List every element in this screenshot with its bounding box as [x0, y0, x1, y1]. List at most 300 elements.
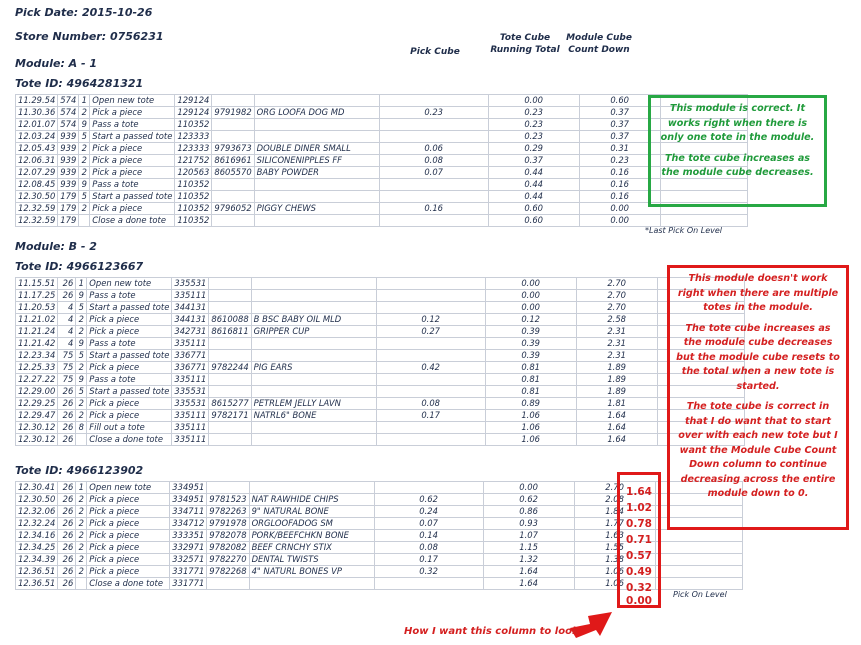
table-cell: [207, 482, 249, 494]
table-cell: 1.89: [576, 386, 657, 398]
table-cell: 9782082: [207, 542, 249, 554]
table-cell: 939: [58, 155, 79, 167]
table-cell: 2.31: [576, 338, 657, 350]
table-cell: 12.32.59: [16, 215, 58, 227]
table-cell: 11.21.42: [16, 338, 58, 350]
tote-b2-label-2: Tote ID: 4966123902: [15, 464, 144, 477]
table-cell: 12.32.06: [16, 506, 58, 518]
table-cell: 26: [58, 386, 76, 398]
table-row: [16, 434, 745, 446]
table-cell: 0.08: [376, 398, 485, 410]
desired-value: 1.64: [626, 486, 652, 498]
table-cell: 8616811: [209, 326, 251, 338]
table-cell: 179: [58, 203, 79, 215]
table-cell: 26: [58, 398, 76, 410]
table-cell: 2: [76, 566, 87, 578]
table-cell: 335111: [172, 434, 209, 446]
table-cell: 0.31: [579, 143, 660, 155]
table-cell: 0.07: [374, 518, 483, 530]
table-cell: 110352: [175, 179, 212, 191]
table-cell: 12.34.16: [16, 530, 58, 542]
table-cell: 110352: [175, 119, 212, 131]
table-cell: 0.23: [379, 107, 488, 119]
table-cell: SILICONENIPPLES FF: [254, 155, 379, 167]
table-cell: [379, 131, 488, 143]
table-cell: 5: [79, 131, 90, 143]
table-cell: 5: [76, 386, 87, 398]
table-cell: 12.25.33: [16, 362, 58, 374]
table-cell: [376, 350, 485, 362]
table-cell: 939: [58, 167, 79, 179]
table-cell: 5: [76, 350, 87, 362]
red-note-para2: The tote cube increases as the module cube decreases but the module cube resets to the total when a new tote is started.: [676, 322, 840, 392]
table-cell: 0.81: [485, 362, 576, 374]
module-a1-label: Module: A - 1: [15, 57, 98, 70]
table-cell: 0.39: [485, 326, 576, 338]
table-cell: 574: [58, 107, 79, 119]
table-cell: 335111: [172, 374, 209, 386]
table-cell: Pick a piece: [87, 410, 172, 422]
table-cell: 1.64: [576, 434, 657, 446]
table-cell: 2.70: [574, 482, 655, 494]
table-cell: 2: [76, 398, 87, 410]
table-cell: Fill out a tote: [87, 422, 172, 434]
table-cell: 0.00: [579, 215, 660, 227]
table-cell: [376, 302, 485, 314]
table-cell: [254, 131, 379, 143]
table-cell: [655, 566, 742, 578]
tote-table-b2-1: [15, 277, 745, 446]
table-cell: 123333: [175, 131, 212, 143]
table-cell: 5: [79, 191, 90, 203]
table-cell: 2: [76, 410, 87, 422]
table-cell: 110352: [175, 215, 212, 227]
table-cell: 9: [76, 290, 87, 302]
red-note-para1: This module doesn't work right when there are multiple totes in the module.: [677, 273, 839, 313]
table-cell: 0.07: [379, 167, 488, 179]
table-cell: 0.81: [485, 374, 576, 386]
table-cell: 332971: [170, 542, 207, 554]
tote-table-a1: [15, 94, 748, 227]
table-cell: 335531: [172, 398, 209, 410]
table-cell: BEEF CRNCHY STIX: [249, 542, 374, 554]
table-cell: [254, 191, 379, 203]
table-cell: 1.38: [574, 554, 655, 566]
table-cell: Open new tote: [87, 278, 172, 290]
table-cell: [379, 191, 488, 203]
table-cell: [251, 278, 376, 290]
table-cell: 9782268: [207, 566, 249, 578]
table-cell: [209, 290, 251, 302]
table-cell: 4: [58, 338, 76, 350]
table-cell: 26: [58, 278, 76, 290]
table-cell: Pick a piece: [87, 554, 170, 566]
table-cell: Start a passed tote: [87, 386, 172, 398]
tote-a1-label: Tote ID: 4964281321: [15, 77, 144, 90]
tote-cube-header-line2: Running Total: [490, 45, 560, 55]
table-cell: 26: [58, 530, 76, 542]
table-cell: 2: [79, 143, 90, 155]
table-cell: Close a done tote: [87, 434, 172, 446]
table-cell: BABY POWDER: [254, 167, 379, 179]
table-cell: 0.27: [376, 326, 485, 338]
pick-date: Pick Date: 2015-10-26: [15, 6, 153, 19]
table-row: [16, 203, 748, 215]
table-cell: 2: [79, 107, 90, 119]
red-note-para3: The tote cube is correct in that I do want that to start over with each new tote but I want the Module Cube Count Down column to continue decreasing across the entire module down to 0.: [678, 401, 838, 499]
table-cell: 335111: [172, 422, 209, 434]
table-cell: [209, 386, 251, 398]
table-cell: 12.29.47: [16, 410, 58, 422]
table-cell: 9793673: [212, 143, 254, 155]
table-cell: 12.34.39: [16, 554, 58, 566]
table-cell: 12.23.34: [16, 350, 58, 362]
table-cell: 12.30.12: [16, 434, 58, 446]
table-cell: 2: [76, 314, 87, 326]
table-cell: PIGGY CHEWS: [254, 203, 379, 215]
table-cell: 0.23: [488, 107, 579, 119]
table-row: [16, 167, 748, 179]
table-cell: Pick a piece: [87, 530, 170, 542]
table-cell: [254, 119, 379, 131]
desired-value: 0.78: [626, 518, 652, 530]
red-note-box: [667, 265, 849, 530]
table-cell: 2.70: [576, 278, 657, 290]
table-cell: 0.60: [488, 215, 579, 227]
tote-cube-header: [488, 32, 562, 56]
table-cell: 12.30.41: [16, 482, 58, 494]
table-cell: 0.60: [579, 95, 660, 107]
table-cell: 75: [58, 362, 76, 374]
table-cell: 2.31: [576, 350, 657, 362]
table-cell: [655, 542, 742, 554]
table-row: [16, 131, 748, 143]
table-cell: 334951: [170, 482, 207, 494]
table-cell: 1.64: [483, 578, 574, 590]
table-cell: Pass a tote: [90, 179, 175, 191]
table-cell: [251, 302, 376, 314]
table-cell: [251, 422, 376, 434]
table-cell: 0.86: [483, 506, 574, 518]
table-cell: B BSC BABY OIL MLD: [251, 314, 376, 326]
table-cell: [209, 434, 251, 446]
table-cell: 2: [76, 326, 87, 338]
table-row: [16, 95, 748, 107]
table-cell: 8610088: [209, 314, 251, 326]
table-cell: Pick a piece: [87, 506, 170, 518]
table-cell: 179: [58, 191, 79, 203]
table-cell: 574: [58, 119, 79, 131]
table-cell: 8605570: [212, 167, 254, 179]
table-cell: 0.60: [488, 203, 579, 215]
table-cell: [655, 530, 742, 542]
table-cell: 12.30.12: [16, 422, 58, 434]
table-cell: 333351: [170, 530, 207, 542]
table-cell: 12.07.29: [16, 167, 58, 179]
table-cell: [655, 554, 742, 566]
table-row: [16, 302, 745, 314]
table-cell: Pick a piece: [87, 542, 170, 554]
table-cell: 332571: [170, 554, 207, 566]
table-cell: [251, 338, 376, 350]
table-cell: 26: [58, 566, 76, 578]
table-cell: 1.89: [576, 374, 657, 386]
table-cell: Pick a piece: [87, 566, 170, 578]
table-cell: 9: [79, 179, 90, 191]
table-cell: [212, 191, 254, 203]
table-cell: Pick a piece: [87, 518, 170, 530]
table-cell: GRIPPER CUP: [251, 326, 376, 338]
table-cell: 0.08: [379, 155, 488, 167]
last-pick-note-a: *Last Pick On Level: [645, 226, 722, 235]
table-cell: [251, 434, 376, 446]
table-cell: 1: [76, 278, 87, 290]
table-cell: [76, 434, 87, 446]
table-cell: Close a done tote: [87, 578, 170, 590]
table-cell: 12.03.24: [16, 131, 58, 143]
table-cell: Pass a tote: [87, 338, 172, 350]
table-row: [16, 338, 745, 350]
table-cell: 2: [76, 554, 87, 566]
table-cell: [209, 422, 251, 434]
table-cell: [376, 422, 485, 434]
table-cell: 12.27.22: [16, 374, 58, 386]
table-cell: 12.30.50: [16, 191, 58, 203]
table-cell: 0.12: [376, 314, 485, 326]
table-cell: Start a passed tote: [87, 350, 172, 362]
table-cell: 110352: [175, 191, 212, 203]
table-cell: 2.58: [576, 314, 657, 326]
table-cell: 12.34.25: [16, 542, 58, 554]
table-row: [16, 290, 745, 302]
table-cell: 12.06.31: [16, 155, 58, 167]
table-cell: 0.23: [488, 131, 579, 143]
module-cube-header-line2: Count Down: [568, 45, 630, 55]
table-cell: 0.17: [374, 554, 483, 566]
table-cell: [251, 350, 376, 362]
table-cell: 123333: [175, 143, 212, 155]
table-cell: 0.44: [488, 179, 579, 191]
table-cell: 1.77: [574, 518, 655, 530]
table-cell: 939: [58, 143, 79, 155]
table-cell: Pick a piece: [87, 326, 172, 338]
table-cell: 2.70: [576, 290, 657, 302]
tote-cube-header-line1: Tote Cube: [499, 33, 551, 43]
table-cell: 26: [58, 554, 76, 566]
table-cell: 11.29.54: [16, 95, 58, 107]
table-cell: PORK/BEEFCHKN BONE: [249, 530, 374, 542]
table-cell: 12.32.59: [16, 203, 58, 215]
table-row: [16, 362, 745, 374]
table-cell: 0.89: [485, 398, 576, 410]
table-cell: 8615277: [209, 398, 251, 410]
table-row: [16, 350, 745, 362]
table-cell: 9: [76, 374, 87, 386]
table-cell: 9782078: [207, 530, 249, 542]
table-cell: Pick a piece: [87, 314, 172, 326]
table-cell: 0.39: [485, 338, 576, 350]
table-cell: 1.06: [485, 422, 576, 434]
table-cell: 9" NATURAL BONE: [249, 506, 374, 518]
table-cell: 1.06: [485, 410, 576, 422]
table-cell: Pick a piece: [87, 398, 172, 410]
table-cell: 4: [58, 314, 76, 326]
table-cell: 0.37: [488, 155, 579, 167]
table-cell: 0.32: [374, 566, 483, 578]
table-cell: 1: [79, 95, 90, 107]
table-cell: [251, 386, 376, 398]
table-cell: [254, 215, 379, 227]
table-row: [16, 422, 745, 434]
table-cell: 9782270: [207, 554, 249, 566]
table-cell: 4" NATURL BONES VP: [249, 566, 374, 578]
table-cell: 110352: [175, 203, 212, 215]
pick-cube-header: Pick Cube: [410, 47, 460, 57]
table-cell: 12.01.07: [16, 119, 58, 131]
table-cell: 9791978: [207, 518, 249, 530]
table-cell: 26: [58, 410, 76, 422]
table-cell: 2: [79, 167, 90, 179]
table-cell: 0.23: [579, 155, 660, 167]
table-cell: 26: [58, 518, 76, 530]
table-cell: 8616961: [212, 155, 254, 167]
table-cell: [379, 119, 488, 131]
table-cell: ORG LOOFA DOG MD: [254, 107, 379, 119]
table-cell: [212, 179, 254, 191]
table-cell: 0.44: [488, 167, 579, 179]
table-cell: Pick a piece: [87, 362, 172, 374]
green-note-para1: This module is correct. It works right when there is only one tote in the module.: [660, 103, 815, 143]
table-cell: 2: [76, 530, 87, 542]
table-cell: 0.44: [488, 191, 579, 203]
table-cell: 335531: [172, 386, 209, 398]
table-cell: 26: [58, 434, 76, 446]
table-cell: Pass a tote: [87, 374, 172, 386]
table-cell: Open new tote: [87, 482, 170, 494]
table-cell: [212, 95, 254, 107]
table-cell: 0.29: [488, 143, 579, 155]
table-cell: Pick a piece: [90, 155, 175, 167]
table-cell: 12.36.51: [16, 578, 58, 590]
table-cell: 26: [58, 482, 76, 494]
table-row: [16, 374, 745, 386]
table-cell: [251, 290, 376, 302]
table-cell: 1.32: [483, 554, 574, 566]
table-cell: 336771: [172, 350, 209, 362]
table-cell: 574: [58, 95, 79, 107]
table-cell: 11.17.25: [16, 290, 58, 302]
last-pick-note-b: Pick On Level: [673, 590, 727, 599]
table-cell: 2.70: [576, 302, 657, 314]
table-row: [16, 143, 748, 155]
table-cell: Pass a tote: [87, 290, 172, 302]
table-cell: 26: [58, 578, 76, 590]
table-cell: 12.30.50: [16, 494, 58, 506]
table-cell: [660, 215, 747, 227]
table-cell: Start a passed tote: [87, 302, 172, 314]
table-cell: 344131: [172, 314, 209, 326]
table-cell: Pick a piece: [90, 167, 175, 179]
table-cell: 1: [76, 482, 87, 494]
table-cell: 12.32.24: [16, 518, 58, 530]
table-cell: 0.62: [374, 494, 483, 506]
table-cell: DOUBLE DINER SMALL: [254, 143, 379, 155]
table-cell: 0.08: [374, 542, 483, 554]
table-cell: 0.81: [485, 386, 576, 398]
table-cell: 9782263: [207, 506, 249, 518]
table-cell: 2: [76, 518, 87, 530]
table-cell: DENTAL TWISTS: [249, 554, 374, 566]
table-cell: Open new tote: [90, 95, 175, 107]
table-cell: [376, 338, 485, 350]
table-row: [16, 314, 745, 326]
table-cell: 336771: [172, 362, 209, 374]
table-cell: 12.29.00: [16, 386, 58, 398]
table-cell: 344131: [172, 302, 209, 314]
table-cell: 0.00: [485, 278, 576, 290]
table-cell: PETRLEM JELLY LAVN: [251, 398, 376, 410]
desired-value: 0.32: [626, 582, 652, 594]
table-cell: 11.21.02: [16, 314, 58, 326]
green-note-box: [648, 95, 827, 207]
table-cell: [254, 95, 379, 107]
table-cell: 0.16: [379, 203, 488, 215]
table-cell: [376, 290, 485, 302]
table-cell: [379, 215, 488, 227]
table-row: [16, 215, 748, 227]
table-cell: 1.89: [576, 362, 657, 374]
table-cell: [212, 215, 254, 227]
table-cell: 1.06: [574, 566, 655, 578]
table-cell: 8: [76, 422, 87, 434]
table-cell: 2.31: [576, 326, 657, 338]
table-cell: 75: [58, 350, 76, 362]
table-cell: 26: [58, 506, 76, 518]
table-cell: 26: [58, 290, 76, 302]
table-cell: 0.12: [485, 314, 576, 326]
table-row: [16, 386, 745, 398]
table-cell: [209, 350, 251, 362]
table-cell: [374, 578, 483, 590]
table-cell: 334711: [170, 506, 207, 518]
table-cell: 334951: [170, 494, 207, 506]
table-cell: 0.00: [488, 95, 579, 107]
table-cell: 2: [76, 362, 87, 374]
table-cell: 335531: [172, 278, 209, 290]
table-cell: Pick a piece: [90, 203, 175, 215]
table-cell: [207, 578, 249, 590]
table-cell: 26: [58, 542, 76, 554]
table-cell: [376, 374, 485, 386]
table-cell: 0.42: [376, 362, 485, 374]
desired-column-box: [617, 472, 661, 608]
table-row: [16, 398, 745, 410]
table-cell: 2: [76, 542, 87, 554]
table-cell: Pass a tote: [90, 119, 175, 131]
table-cell: NAT RAWHIDE CHIPS: [249, 494, 374, 506]
table-cell: 0.24: [374, 506, 483, 518]
table-row: [16, 326, 745, 338]
table-cell: Pick a piece: [87, 494, 170, 506]
table-cell: Start a passed tote: [90, 191, 175, 203]
table-row: [16, 179, 748, 191]
desired-value: 0.00: [626, 595, 652, 607]
table-cell: 342731: [172, 326, 209, 338]
table-cell: [249, 482, 374, 494]
module-b2-label: Module: B - 2: [15, 240, 97, 253]
table-cell: PIG EARS: [251, 362, 376, 374]
table-cell: 331771: [170, 578, 207, 590]
